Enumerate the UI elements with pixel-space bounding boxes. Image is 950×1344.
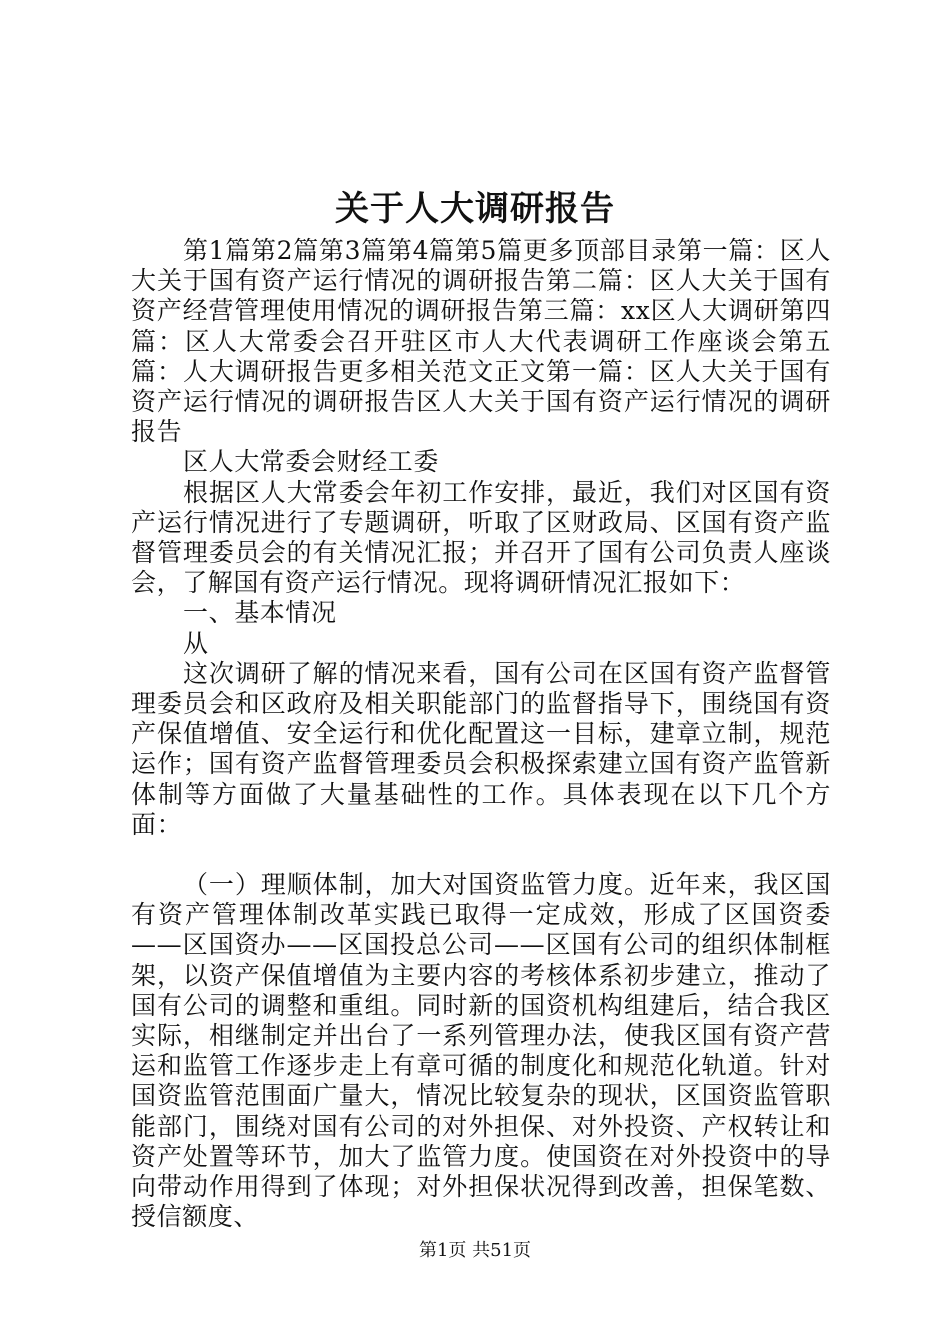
paragraph-author: 区人大常委会财经工委 <box>183 447 440 477</box>
paragraph-subsection-1: （一）理顺体制，加大对国资监管力度。近年来，我区国有资产管理体制改革实践已取得一定成效，形成了区国资委——区国资办——区国投总公司——区国有公司的组织体制框架，以资产保值增值为主要内容的考核体系初步建立，推动了国有公司的调整和重组。同时新的国资机构组建后，结合我区实际，相继制定并出台了一系列管理办法，使我区国有资产营运和监管工作逐步走上有章可循的制度化和规范化轨道。针对国资监管范围面广量大，情况比较复杂的现状，区国资监管职能部门，围绕对国有公司的对外担保、对外投资、产权转让和资产处置等环节，加大了监管力度。使国资在对外投资中的导向带动作用得到了体现；对外担保状况得到改善，担保笔数、授信额度、 <box>131 870 831 1232</box>
document-body <box>131 236 831 1233</box>
document-title: 关于人大调研报告 <box>335 189 615 229</box>
paragraph-fragment: 从 <box>183 628 209 658</box>
page-footer: 第1页 共51页 <box>418 1240 532 1261</box>
paragraph-overview: 这次调研了解的情况来看，国有公司在区国有资产监督管理委员会和区政府及相关职能部门的监督指导下，围绕国有资产保值增值、安全运行和优化配置这一目标，建章立制，规范运作；国有资产监督管理委员会积极探索建立国有资产监管新体制等方面做了大量基础性的工作。具体表现在以下几个方面： <box>131 658 831 839</box>
section-heading: 一、基本情况 <box>183 598 337 628</box>
paragraph-toc: 第1篇第2篇第3篇第4篇第5篇更多顶部目录第一篇：区人大关于国有资产运行情况的调研报告第二篇：区人大关于国有资产经营管理使用情况的调研报告第三篇：xx区人大调研第四篇：区人大常委会召开驻区市人大代表调研工作座谈会第五篇：人大调研报告更多相关范文正文第一篇：区人大关于国有资产运行情况的调研报告区人大关于国有资产运行情况的调研报告 <box>131 236 831 447</box>
paragraph-intro: 根据区人大常委会年初工作安排，最近，我们对区国有资产运行情况进行了专题调研，听取了区财政局、区国有资产监督管理委员会的有关情况汇报；并召开了国有公司负责人座谈会，了解国有资产运行情况。现将调研情况汇报如下： <box>131 477 831 598</box>
